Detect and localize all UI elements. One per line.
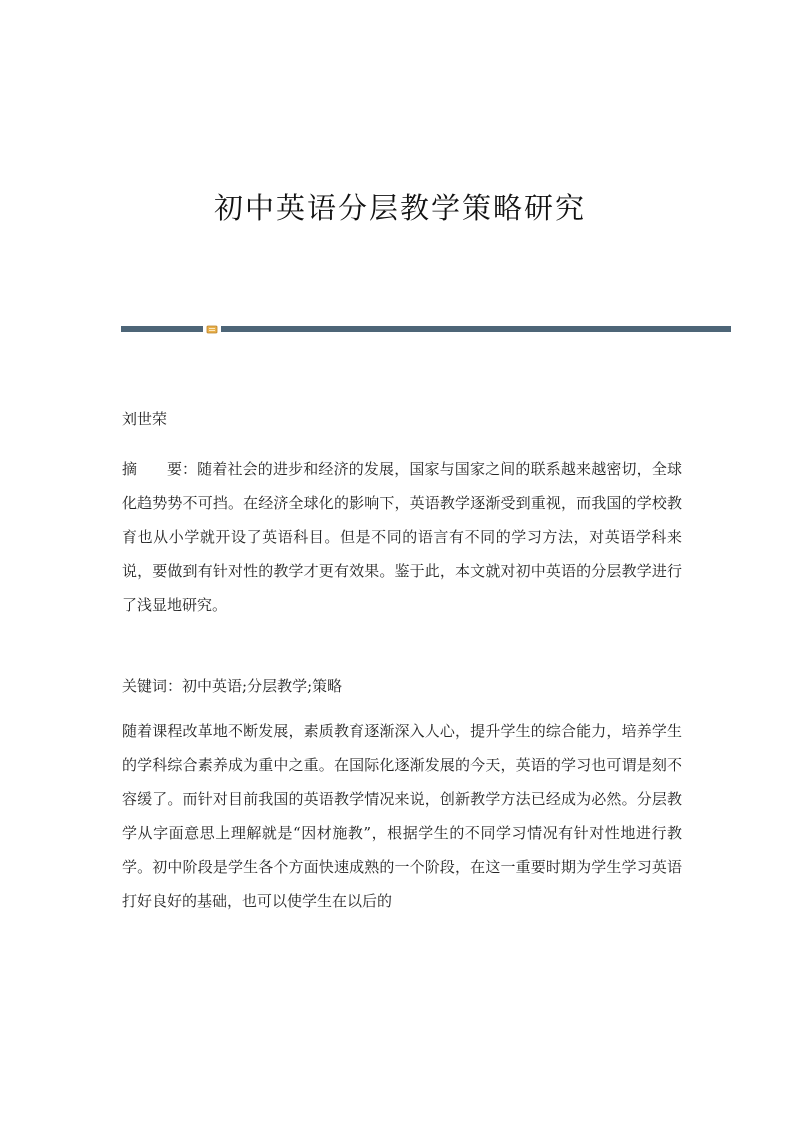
abstract-paragraph <box>122 452 682 622</box>
body-paragraph: 随着课程改革地不断发展，素质教育逐渐深入人心，提升学生的综合能力，培养学生的学科综合素养成为重中之重。在国际化逐渐发展的今天，英语的学习也可谓是刻不容缓了。而针对目前我国的英语教学情况来说，创新教学方法已经成为必然。分层教学从字面意思上理解就是“因材施教”，根据学生的不同学习情况有针对性地进行教学。初中阶段是学生各个方面快速成熟的一个阶段，在这一重要时期为学生学习英语打好良好的基础，也可以使学生在以后的 <box>122 722 682 910</box>
divider-bar-left <box>121 326 203 332</box>
abstract-text: 随着社会的进步和经济的发展，国家与国家之间的联系越来越密切，全球化趋势势不可挡。在经济全球化的影响下，英语教学逐渐受到重视，而我国的学校教育也从小学就开设了英语科目。但是不同的语言有不同的学习方法，对英语学科来说，要做到有针对性的教学才更有效果。鉴于此，本文就对初中英语的分层教学进行了浅显地研究。 <box>122 460 682 614</box>
keywords-text: 初中英语;分层教学;策略 <box>182 677 343 695</box>
keywords-label: 关键词： <box>122 677 183 695</box>
abstract-label: 摘 要： <box>122 460 198 478</box>
divider-bar-right <box>221 326 731 332</box>
document-title: 初中英语分层教学策略研究 <box>213 191 586 225</box>
keywords-paragraph <box>122 669 682 703</box>
author-name: 刘世荣 <box>122 410 168 428</box>
title-divider <box>121 325 731 333</box>
book-icon <box>206 323 218 335</box>
